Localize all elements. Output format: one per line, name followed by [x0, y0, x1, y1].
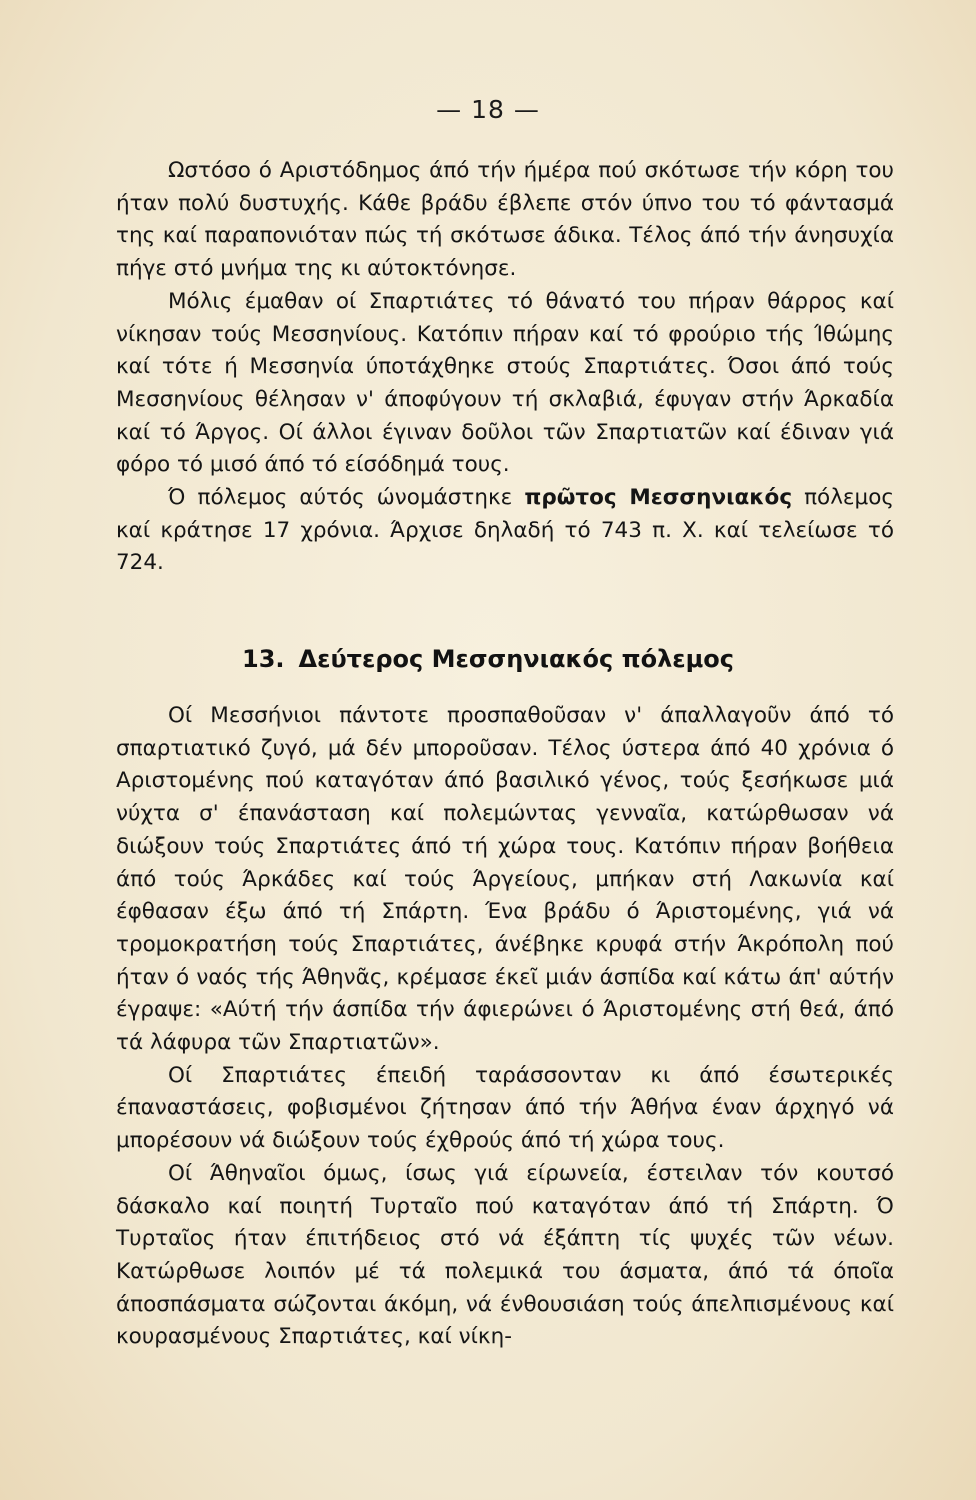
first-war-text-before: Ό πόλεμος αύτός ώνομάστηκε [168, 485, 525, 511]
first-war-text-after: πόλεμος καί κράτησε 17 χρόνια. Άρχισε δηλαδή τό 743 π. Χ. καί τελείωσε τό 724. [116, 485, 895, 576]
paragraph-spartan-victory: Μόλις έμαθαν οί Σπαρτιάτες τό θάνατό του πήραν θάρρος καί νίκησαν τούς Μεσσηνίους. Κατόπιν πήραν καί τό φρούριο τής Ίθώμης καί τότε ή Μεσσηνία ύποτάχθηκε στούς Σπαρτιάτες. Όσοι άπό τούς Μεσσηνίους θέλησαν ν' άποφύγουν τή σκλαβιά, έφυγαν στήν Άρκαδία καί τό Άργος. Οί άλλοι έγιναν δοῦλοι τῶν Σπαρτιατῶν καί έδιναν γιά φόρο τό μισό άπό τό είσόδημά τους. [116, 288, 894, 478]
paragraph-aristomenes: Οί Μεσσήνιοι πάντοτε προσπαθοῦσαν ν' άπαλλαγοῦν άπό τό σπαρτιατικό ζυγό, μά δέν μποροῦσαν. Τέλος ύστερα άπό 40 χρόνια ό Αριστομένης πού καταγόταν άπό βασιλικό γένος, τούς ξεσήκωσε μιά νύχτα σ' έπανάσταση καί πολεμώντας γενναῖα, κατώρθωσαν νά διώξουν τούς Σπαρτιάτες άπό τή χώρα τους. Κατόπιν πήραν βοήθεια άπό τούς Άρκάδες καί τούς Άργείους, μπήκαν στή Λακωνία καί έφθασαν έξω άπό τή Σπάρτη. Ένα βράδυ ό Άριστομένης, γιά νά τρομοκρατήση τούς Σπαρτιάτες, άνέβηκε κρυφά στήν Άκρόπολη πού ήταν ό ναός τής Άθηνᾶς, κρέμασε έκεῖ μιάν άσπίδα καί κάτω άπ' αύτήν έγραψε: «Αύτή τήν άσπίδα τήν άφιερώνει ό Άριστομένης στή θεά, άπό τά λάφυρα τῶν Σπαρτιατῶν». [116, 703, 894, 1056]
page-number: — 18 — [436, 95, 540, 124]
paragraph-aristodemos: Ωστόσο ό Αριστόδημος άπό τήν ήμέρα πού σκότωσε τήν κόρη του ήταν πολύ δυστυχής. Κάθε βράδυ έβλεπε στόν ύπνο του τό φάντασμά της καί παραπονιόταν πώς τή σκότωσε άδικα. Τέλος άπό τήν άνησυχία πήγε στό μνήμα της κι αύτοκτόνησε. [116, 158, 894, 282]
paragraph-tyrtaeus: Οί Άθηναῖοι όμως, ίσως γιά είρωνεία, έστειλαν τόν κουτσό δάσκαλο καί ποιητή Τυρταῖο πού καταγόταν άπό τή Σπάρτη. Ό Τυρταῖος ήταν έπιτήδειος στό νά έξάπτη τίς ψυχές τῶν νέων. Κατώρθωσε λοιπόν μέ τά πολεμικά του άσματα, άπό τά όποῖα άποσπάσματα σώζονται άκόμη, νά ένθουσιάση τούς άπελπισμένους καί κουρασμένους Σπαρτιάτες, καί νίκη- [116, 1160, 894, 1350]
section-number: 13. [242, 645, 285, 673]
paragraph-first-war-summary [116, 482, 894, 580]
section-heading [0, 645, 976, 673]
first-war-emphasis: πρῶτος Μεσσηνιακός [524, 485, 793, 511]
section-2-text [116, 700, 894, 1354]
section-1-text [116, 155, 894, 580]
paragraph-spartans-ask-athens: Οί Σπαρτιάτες έπειδή ταράσσονταν κι άπό έσωτερικές έπαναστάσεις, φοβισμένοι ζήτησαν άπό τήν Άθήνα έναν άρχηγό νά μπορέσουν νά διώξουν τούς έχθρούς άπό τή χώρα τους. [116, 1062, 894, 1154]
section-title: Δεύτερος Μεσσηνιακός πόλεμος [298, 645, 734, 673]
